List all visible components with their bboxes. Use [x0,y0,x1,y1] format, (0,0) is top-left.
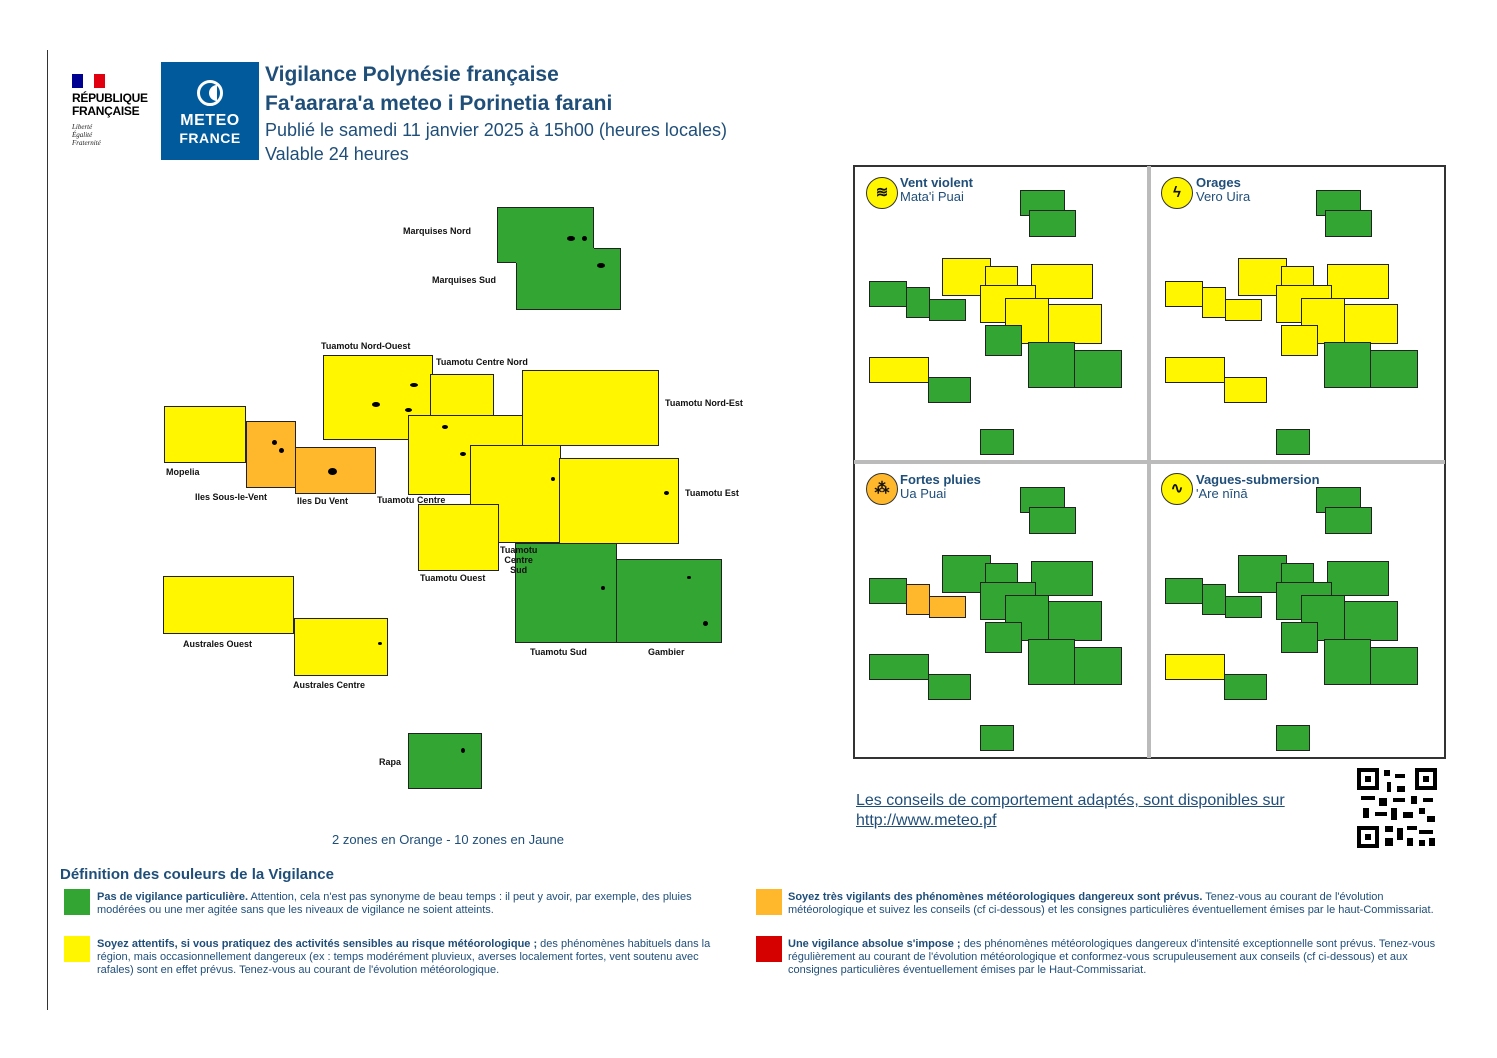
mini-zone [980,725,1014,751]
mini-zone [928,377,971,403]
islet [442,425,448,429]
label-iles-du-vent: Iles Du Vent [297,496,349,506]
legend-title: Définition des couleurs de la Vigilance [60,866,334,883]
zone-tuamotu-ouest[interactable] [418,504,499,571]
zone-mopelia[interactable] [164,406,246,463]
mini-zone [1165,654,1225,680]
zone-tuamotu-nord-est[interactable] [522,370,659,446]
mini-zone [1324,342,1371,388]
validity: Valable 24 heures [265,144,409,164]
label-tuamotu-centre: Tuamotu Centre [377,495,446,505]
mini-zone [1325,210,1372,237]
mini-zone [1225,299,1262,321]
mini-zone [1165,281,1203,307]
mini-zone [1370,647,1418,685]
mini-zone [1324,639,1371,685]
mini-zone [1048,304,1102,344]
islet [664,491,669,495]
legend-text-yellow: Soyez attentifs, si vous pratiquez des activités sensibles au risque météorologique ; des phénomènes habituels dans la région, mais occasionnellement dangereux (ex : temps modérément pluvieux, averses localement fortes, vent soutenu avec rafales) sont en effet prévus. Tenez-vous au courant de l'évolution météorologique. [97,938,711,976]
label-tuamotu-centre-nord: Tuamotu Centre Nord [436,357,528,367]
panel-title-vent: Vent violent [900,175,973,190]
mini-zone [1031,561,1093,596]
left-margin-line [47,50,48,1010]
islet [378,642,382,645]
mini-zone [1325,507,1372,534]
qr-code[interactable] [1357,768,1437,848]
label-tuamotu-nord-est: Tuamotu Nord-Est [665,398,743,408]
label-tuamotu-nord-ouest: Tuamotu Nord-Ouest [321,341,411,351]
label-tuamotu-centre-sud: Tuamotu Centre Sud [500,545,538,575]
mini-zone [869,357,929,383]
islet [372,402,380,407]
islet [272,440,277,445]
mini-zone [869,281,907,307]
zone-tuamotu-est[interactable] [559,458,679,544]
panel-subtitle-vent: Mata'i Puai [900,189,964,204]
label-rapa: Rapa [379,757,402,767]
lightning-icon: ϟ [1161,177,1193,209]
mini-zone [1225,596,1262,618]
islet [703,621,708,626]
mini-zone [1028,342,1075,388]
islet [567,236,575,241]
islet [410,383,418,387]
mini-zone [869,654,929,680]
islet [461,748,465,753]
mini-zone [1344,304,1398,344]
islet [328,468,337,475]
mini-zone [1224,674,1267,700]
zone-gambier[interactable] [616,559,722,643]
republique-francaise-logo: RÉPUBLIQUE FRANÇAISE [72,91,148,118]
label-tuamotu-est: Tuamotu Est [685,488,739,498]
mini-zone [1074,647,1122,685]
mini-zone [1031,264,1093,299]
islet [405,408,412,412]
mini-zone [1224,377,1267,403]
page-title-tahitian: Fa'aarara'a meteo i Porinetia farani [265,92,613,115]
label-iles-sous-le-vent: Iles Sous-le-Vent [195,492,268,502]
mini-zone [1202,584,1226,615]
mini-zone [1202,287,1226,318]
mini-zone [1074,350,1122,388]
mini-zone [1276,725,1310,751]
islet [582,236,587,241]
panel-title-pluies: Fortes pluies [900,472,981,487]
panel-divider [854,460,1445,464]
legend-swatch-red [756,936,782,962]
label-australes-ouest: Australes Ouest [183,639,253,649]
mini-zone [985,325,1022,356]
mini-zone [906,584,930,615]
advice-link[interactable]: Les conseils de comportement adaptés, sont disponibles sur http://www.meteo.pf [856,792,1285,829]
mini-zone [1048,601,1102,641]
mini-zone [1029,507,1076,534]
windsock-icon: ≋ [866,177,898,209]
label-marquises-nord: Marquises Nord [403,226,472,236]
panel-title-vagues: Vagues-submersion [1196,472,1320,487]
legend-swatch-yellow [64,936,90,962]
panel-subtitle-orages: Vero Uira [1196,189,1251,204]
islet [687,576,691,579]
islet [601,586,605,590]
mini-zone [1327,561,1389,596]
label-mopelia: Mopelia [166,467,200,477]
publication-date: Publié le samedi 11 janvier 2025 à 15h00 (heures locales) [265,120,727,140]
mini-zone [928,674,971,700]
panel-subtitle-pluies: Ua Puai [900,486,947,501]
label-gambier: Gambier [648,647,685,657]
legend-text-green: Pas de vigilance particulière. Attention, cela n'est pas synonyme de beau temps : il peut y avoir, par exemple, des pluies modérées ou une mer agitée sans que les niveaux de vigilance ne soient atteints. [97,891,692,916]
mini-zone [869,578,907,604]
meteo-france-logo: METEO FRANCE [161,62,259,160]
wave-icon: ∿ [1161,473,1193,505]
mini-zone [980,429,1014,455]
page-title: Vigilance Polynésie française [265,63,559,86]
zones-summary: 2 zones en Orange - 10 zones en Jaune [332,832,564,847]
mini-zone [1281,325,1318,356]
mini-zone [1028,639,1075,685]
legend-swatch-orange [756,889,782,915]
meteo-france-symbol-icon [197,80,223,106]
mini-zone [1276,429,1310,455]
republic-motto: Liberté Égalité Fraternité [72,123,101,147]
mini-zone [929,596,966,618]
mini-zone [1029,210,1076,237]
french-flag-icon [72,74,106,88]
legend-text-red: Une vigilance absolue s'impose ; des phénomènes météorologiques dangereux d'intensité exceptionnelle sont prévus. Tenez-vous régulièrement au courant de l'évolution météorologique et conformez-vous scrupuleusement aux conseils (cf ci-dessous) et aux consignes particulières éventuellement émises par le Haut-Commissariat. [788,938,1436,976]
mini-zone [929,299,966,321]
mini-zone [1344,601,1398,641]
islet [460,452,466,456]
mini-zone [1370,350,1418,388]
islet [551,477,555,481]
legend-swatch-green [64,889,90,915]
legend-text-orange: Soyez très vigilants des phénomènes météorologiques dangereux sont prévus. Tenez-vous au courant de l'évolution météorologique et suivez les conseils (cf ci-dessous) et les consignes particulières éventuellement émises par le haut-Commissariat. [788,891,1434,916]
label-tuamotu-sud: Tuamotu Sud [530,647,587,657]
label-tuamotu-ouest: Tuamotu Ouest [420,573,486,583]
zone-marquises-nord-overlap [516,248,594,263]
islet [597,263,605,268]
zone-iles-sous-le-vent[interactable] [246,421,296,488]
mini-zone [906,287,930,318]
mini-zone [985,622,1022,653]
mini-zone [1281,622,1318,653]
zone-rapa[interactable] [408,733,482,789]
label-australes-centre: Australes Centre [293,680,366,690]
zone-australes-centre[interactable] [294,618,388,676]
panel-title-orages: Orages [1196,175,1241,190]
islet [279,448,284,453]
zone-australes-ouest[interactable] [163,576,294,634]
mini-zone [1165,357,1225,383]
mini-zone [1327,264,1389,299]
rain-icon: ⁂ [866,473,898,505]
panel-subtitle-vagues: 'Are nīnā [1196,486,1248,501]
label-marquises-sud: Marquises Sud [432,275,497,285]
mini-zone [1165,578,1203,604]
